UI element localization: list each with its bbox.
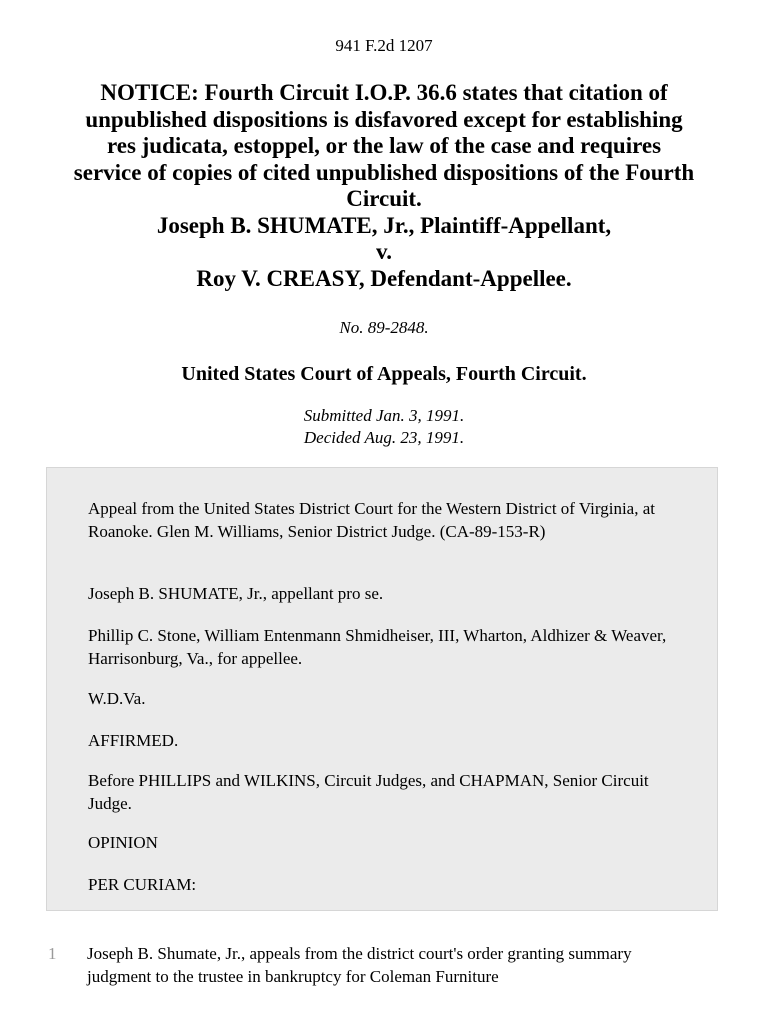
- notice-line: service of copies of cited unpublished dispositions of the Fourth: [73, 159, 695, 185]
- docket-number: No. 89-2848.: [339, 318, 429, 337]
- opinion-label: OPINION: [88, 833, 158, 852]
- appellee-party: Roy V. CREASY, Defendant-Appellee.: [196, 265, 572, 291]
- notice-line: unpublished dispositions is disfavored except for establishing: [85, 106, 683, 132]
- court-name: United States Court of Appeals, Fourth Circuit.: [181, 363, 587, 385]
- notice-line: NOTICE: Fourth Circuit I.O.P. 36.6 states that citation of: [100, 80, 668, 105]
- case-title-block: [40, 80, 728, 292]
- per-curiam: PER CURIAM:: [88, 875, 197, 894]
- appeal-from: Appeal from the United States District Court for the Western District of Virginia, at Roanoke. Glen M. Williams, Senior District Judge. (CA-89-153-R): [88, 499, 655, 541]
- versus: v.: [376, 239, 392, 264]
- appellant-counsel: Joseph B. SHUMATE, Jr., appellant pro se.: [88, 584, 384, 603]
- district: W.D.Va.: [88, 689, 146, 708]
- case-dates: [0, 405, 768, 448]
- notice-line: Circuit.: [346, 186, 422, 211]
- submitted-date: Submitted Jan. 3, 1991.: [303, 406, 465, 425]
- disposition: AFFIRMED.: [88, 731, 179, 750]
- case-citation: 941 F.2d 1207: [335, 36, 433, 55]
- paragraph-number: 1: [48, 944, 57, 963]
- appellee-counsel: Phillip C. Stone, William Entenmann Shmidheiser, III, Wharton, Aldhizer & Weaver, Harrisonburg, Va., for appellee.: [88, 626, 667, 668]
- paragraph-text: Joseph B. Shumate, Jr., appeals from the district court's order granting summary judgment to the trustee in bankruptcy for Coleman Furniture: [87, 944, 632, 986]
- appellant-party: Joseph B. SHUMATE, Jr., Plaintiff-Appellant,: [156, 212, 612, 238]
- notice-line: res judicata, estoppel, or the law of the case and requires: [106, 133, 662, 158]
- panel: Before PHILLIPS and WILKINS, Circuit Judges, and CHAPMAN, Senior Circuit Judge.: [88, 771, 649, 813]
- case-info-box: [46, 467, 718, 911]
- decided-date: Decided Aug. 23, 1991.: [303, 427, 465, 447]
